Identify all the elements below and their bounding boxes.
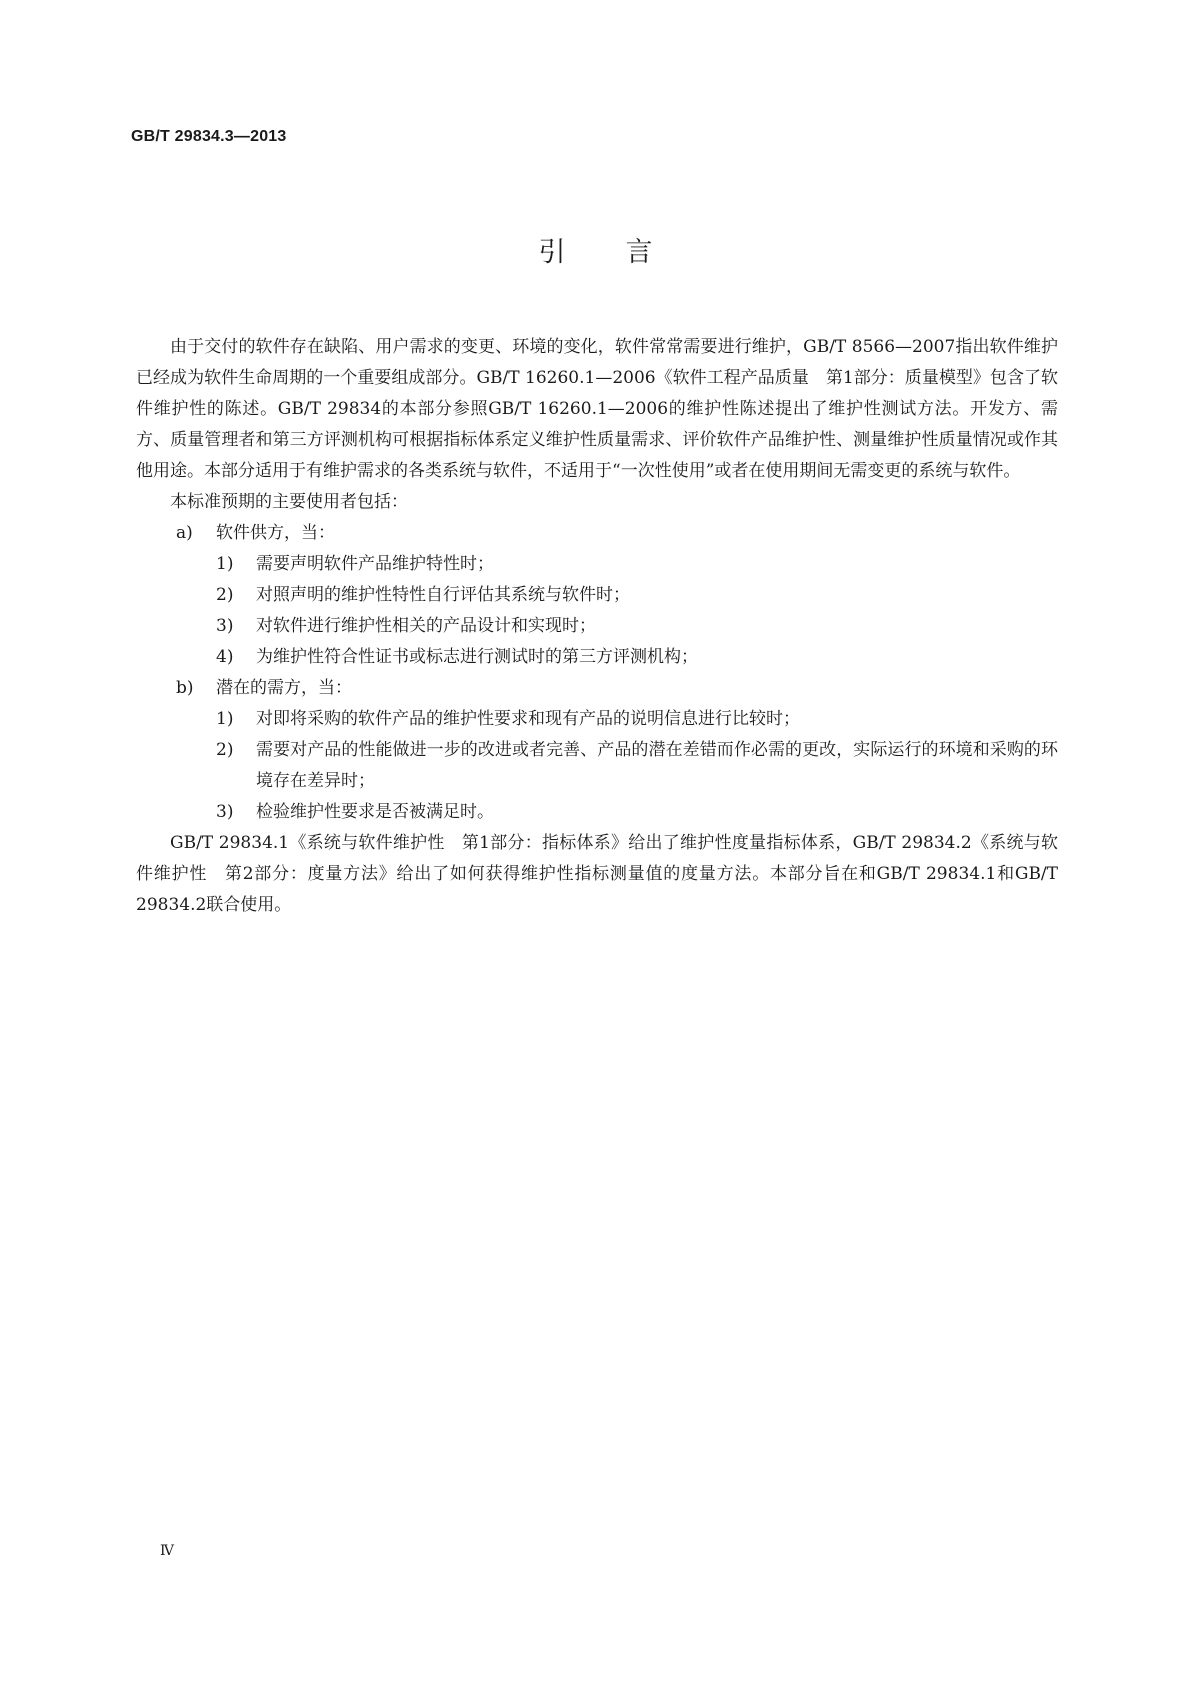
list-text: 检验维护性要求是否被满足时。	[256, 802, 494, 822]
closing-paragraph: GB/T 29834.1《系统与软件维护性 第1部分：指标体系》给出了维护性度量指标体系，GB/T 29834.2《系统与软件维护性 第2部分：度量方法》给出了如何获得维护性指标测量值的度量方法。本部分旨在和GB/T 29834.1和GB/T 29834.2联合使用。	[136, 833, 1058, 915]
page-number: Ⅳ	[160, 1543, 174, 1559]
list-label: 2)	[216, 585, 234, 605]
list-text: 对软件进行维护性相关的产品设计和实现时；	[256, 616, 596, 636]
list-item-a-1	[136, 549, 1058, 580]
list-item-b-2	[136, 735, 1058, 797]
list-text: 为维护性符合性证书或标志进行测试时的第三方评测机构；	[256, 647, 698, 667]
list-text: 对即将采购的软件产品的维护性要求和现有产品的说明信息进行比较时；	[256, 709, 800, 729]
list-text: 潜在的需方，当：	[216, 678, 352, 698]
list-label: 1)	[216, 554, 234, 574]
intro-paragraph: 由于交付的软件存在缺陷、用户需求的变更、环境的变化，软件常常需要进行维护，GB/T 8566—2007指出软件维护已经成为软件生命周期的一个重要组成部分。GB/T 16260.1—2006《软件工程产品质量 第1部分：质量模型》包含了软件维护性的陈述。GB/T 29834的本部分参照GB/T 16260.1—2006的维护性陈述提出了维护性测试方法。开发方、需方、质量管理者和第三方评测机构可根据指标体系定义维护性质量需求、评价软件产品维护性、测量维护性质量情况或作其他用途。本部分适用于有维护需求的各类系统与软件，不适用于“一次性使用”或者在使用期间无需变更的系统与软件。	[136, 337, 1058, 481]
list-item-b-1	[136, 704, 1058, 735]
list-text: 需要对产品的性能做进一步的改进或者完善、产品的潜在差错而作必需的更改，实际运行的环境和采购的环境存在差异时；	[256, 740, 1058, 791]
list-label: 3)	[216, 616, 234, 636]
list-item-a-4	[136, 642, 1058, 673]
list-label: 3)	[216, 802, 234, 822]
list-label: a)	[176, 523, 193, 543]
standard-code: GB/T 29834.3—2013	[131, 128, 287, 145]
list-label: 2)	[216, 740, 234, 760]
users-intro: 本标准预期的主要使用者包括：	[170, 492, 408, 512]
list-label: 4)	[216, 647, 234, 667]
list-text: 软件供方，当：	[216, 523, 335, 543]
list-item-a-3	[136, 611, 1058, 642]
page-title: 引言	[538, 237, 713, 268]
list-item-a	[136, 518, 1058, 549]
list-text: 需要声明软件产品维护特性时；	[256, 554, 494, 574]
list-item-a-2	[136, 580, 1058, 611]
document-body	[136, 332, 1058, 921]
list-label: b)	[176, 678, 194, 698]
list-item-b	[136, 673, 1058, 704]
list-item-b-3	[136, 797, 1058, 828]
list-label: 1)	[216, 709, 234, 729]
list-text: 对照声明的维护性特性自行评估其系统与软件时；	[256, 585, 630, 605]
